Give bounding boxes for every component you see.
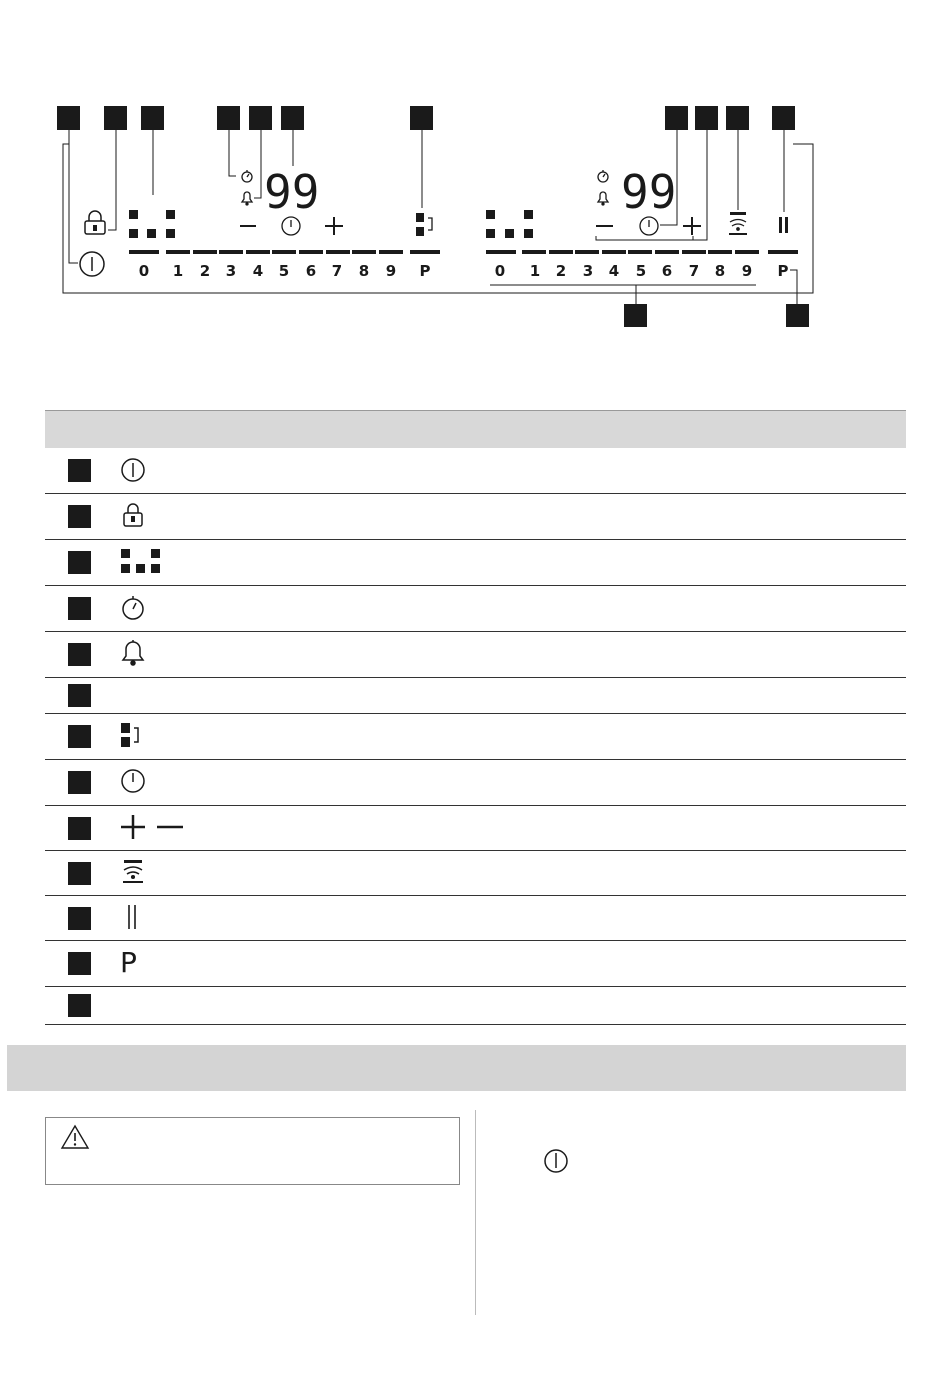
pause-icon xyxy=(120,902,146,932)
legend-row-on-off xyxy=(45,447,906,494)
stopwatch-indicator-left xyxy=(242,170,252,182)
level-label: 3 xyxy=(582,262,594,280)
power-slider-right[interactable] xyxy=(486,250,798,254)
cooking-zone-indicator xyxy=(129,210,175,238)
row-marker xyxy=(68,907,91,930)
row-marker xyxy=(68,505,91,528)
legend-row-power-boost xyxy=(45,940,906,987)
legend-row-pause xyxy=(45,895,906,941)
hob2hood-icon xyxy=(120,858,146,886)
stopwatch-indicator-right xyxy=(598,170,608,182)
level-label: 0 xyxy=(138,262,150,280)
level-label: 7 xyxy=(331,262,343,280)
cooking-zone-indicator-icon xyxy=(120,548,162,576)
timer-plus-button-right[interactable] xyxy=(683,217,701,235)
level-label: P xyxy=(419,262,431,280)
row-marker xyxy=(68,597,91,620)
power-slider-left[interactable] xyxy=(129,250,440,254)
pause-button[interactable] xyxy=(779,217,788,233)
warning-box xyxy=(45,1117,460,1185)
level-label: 8 xyxy=(358,262,370,280)
row-marker xyxy=(68,817,91,840)
stopwatch-icon xyxy=(120,594,146,622)
bell-icon xyxy=(120,639,146,667)
legend-row-plus-minus xyxy=(45,805,906,851)
row-marker xyxy=(68,643,91,666)
level-label: 2 xyxy=(555,262,567,280)
timer-plus-button-left[interactable] xyxy=(325,217,343,235)
level-label: 9 xyxy=(741,262,753,280)
row-marker xyxy=(68,771,91,794)
timer-button-right[interactable] xyxy=(640,217,658,235)
row-marker xyxy=(68,862,91,885)
legend-row-lock xyxy=(45,493,906,540)
row-marker xyxy=(68,459,91,482)
row-marker xyxy=(68,994,91,1017)
bridge-icon xyxy=(120,722,146,750)
legend-row-blank xyxy=(45,986,906,1025)
control-panel-diagram xyxy=(0,0,950,340)
bell-indicator-right xyxy=(598,192,608,205)
level-label: 1 xyxy=(172,262,184,280)
level-label: 5 xyxy=(278,262,290,280)
level-label: 6 xyxy=(305,262,317,280)
timer-display-right: 99 xyxy=(621,165,677,219)
legend-row-zone-indicator xyxy=(45,539,906,586)
row-marker xyxy=(68,551,91,574)
level-label: 3 xyxy=(225,262,237,280)
timer-button-left[interactable] xyxy=(282,217,300,235)
callout-markers-top xyxy=(57,106,795,130)
level-label: 0 xyxy=(494,262,506,280)
level-label: 4 xyxy=(608,262,620,280)
row-marker xyxy=(68,952,91,975)
legend-row-timer xyxy=(45,759,906,806)
level-label: 1 xyxy=(529,262,541,280)
level-label: 6 xyxy=(661,262,673,280)
timer-icon xyxy=(120,768,146,794)
legend-row-stopwatch xyxy=(45,585,906,632)
level-label: 9 xyxy=(385,262,397,280)
lock-button[interactable] xyxy=(85,211,105,234)
power-boost-icon: P xyxy=(120,946,137,979)
hob2hood-button[interactable] xyxy=(729,212,747,235)
callout-markers-bottom xyxy=(624,304,809,327)
on-off-button[interactable] xyxy=(80,252,104,276)
row-marker xyxy=(68,725,91,748)
level-label: 4 xyxy=(252,262,264,280)
bell-indicator-left xyxy=(242,192,252,205)
legend-row-bridge xyxy=(45,713,906,760)
level-label: P xyxy=(777,262,789,280)
warning-icon xyxy=(60,1124,90,1150)
cooking-zone-indicator-right xyxy=(486,210,533,238)
section-heading-bar xyxy=(7,1045,906,1091)
level-label: 7 xyxy=(688,262,700,280)
on-off-icon xyxy=(542,1147,570,1175)
timer-display-left: 99 xyxy=(264,165,320,219)
bridge-button[interactable] xyxy=(416,213,432,236)
level-label: 5 xyxy=(635,262,647,280)
legend-row-bell xyxy=(45,631,906,678)
column-divider xyxy=(475,1110,476,1315)
legend-table-header xyxy=(45,410,906,448)
level-label: 8 xyxy=(714,262,726,280)
legend-row-blank xyxy=(45,677,906,714)
level-label: 2 xyxy=(199,262,211,280)
on-off-icon xyxy=(120,457,146,483)
legend-row-hob2hood xyxy=(45,850,906,896)
lock-icon xyxy=(120,501,146,529)
row-marker xyxy=(68,684,91,707)
plus-minus-icon xyxy=(120,814,190,842)
